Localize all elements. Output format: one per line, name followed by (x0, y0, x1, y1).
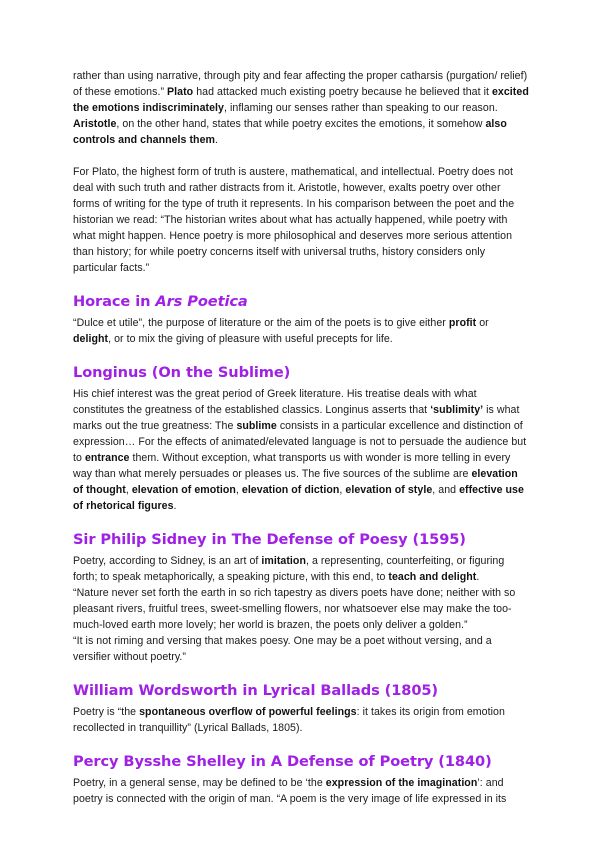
section-heading (73, 752, 529, 772)
text-run: , (235, 484, 242, 496)
bold-text-run: entrance (84, 452, 130, 464)
bold-text-run: Plato (167, 86, 194, 98)
bold-text-run: elevation of diction (241, 484, 340, 496)
section-paragraph (73, 315, 529, 347)
text-run: . (215, 134, 218, 146)
paragraph-gap (73, 148, 529, 164)
intro-paragraph (73, 68, 529, 148)
text-run: Horace in (73, 293, 156, 310)
text-run: Percy Bysshe Shelley in A Defense of Poetry (1840) (73, 753, 492, 770)
text-run: , a representing, counterfeiting, or figuring forth; to speak metaphorically, a speaking picture, with this end, to (73, 555, 505, 583)
text-run: “It is not riming and versing that makes poesy. One may be a poet without versing, and a versifier without poetry.” (73, 635, 492, 663)
text-run: His chief interest was the great period of Greek literature. His treatise deals with what constitutes the greatness of the established classics. Longinus asserts that (73, 388, 477, 416)
section-heading (73, 681, 529, 701)
text-run: Longinus (On the Sublime) (73, 364, 291, 381)
bold-text-run: profit (448, 317, 477, 329)
section-heading (73, 530, 529, 550)
bold-text-run: sublime (236, 420, 277, 432)
text-run: had attacked much existing poetry because he believed that it (193, 86, 492, 98)
bold-text-run: effective use of rhetorical figures (73, 484, 524, 512)
text-run: rather than using narrative, through pity and fear affecting the proper catharsis (purgation/ relief) of these emotions.” (73, 70, 528, 98)
bold-text-run: delight (73, 333, 109, 345)
text-run: , and (432, 484, 460, 496)
text-run: , or to mix the giving of pleasure with useful precepts for life. (108, 333, 393, 345)
section-paragraph (73, 633, 529, 665)
text-run: or (476, 317, 489, 329)
section-heading (73, 292, 529, 312)
text-run: Poetry, in a general sense, may be defined to be ‘the (73, 777, 326, 789)
text-run: , (125, 484, 132, 496)
bold-text-run: also controls and channels them (73, 118, 507, 146)
text-run: “Dulce et utile”, the purpose of literature or the aim of the poets is to give either (73, 317, 449, 329)
section-longinus (73, 363, 529, 514)
section-paragraph (73, 704, 529, 736)
bold-text-run: excited the emotions indiscriminately (73, 86, 529, 114)
section-wordsworth (73, 681, 529, 736)
text-run: . (476, 571, 480, 583)
bold-text-run: elevation of thought (73, 468, 518, 496)
intro-paragraph (73, 164, 529, 276)
section-paragraph (73, 386, 529, 514)
text-run: is what marks out the true greatness: The (73, 404, 520, 432)
bold-text-run: elevation of style (345, 484, 433, 496)
text-run: ’: and poetry is connected with the origin of man. “A poem is the very image of life expressed in its (73, 777, 507, 805)
section-horace (73, 292, 529, 347)
section-paragraph (73, 585, 529, 633)
text-run: . (173, 500, 177, 512)
text-run: them. Without exception, what transports us with wonder is more telling in every way than what merely persuades or pleases us. The five sources of the sublime are (73, 452, 511, 480)
bold-text-run: Aristotle (73, 118, 117, 130)
text-run: William Wordsworth in Lyrical Ballads (1805) (73, 682, 438, 699)
section-paragraph (73, 775, 529, 807)
section-paragraph (73, 553, 529, 585)
bold-text-run: imitation (261, 555, 306, 567)
bold-text-run: elevation of emotion (131, 484, 236, 496)
section-shelley (73, 752, 529, 807)
bold-text-run: spontaneous overflow of powerful feelings (139, 706, 357, 718)
text-run: Poetry, according to Sidney, is an art of (73, 555, 262, 567)
text-run: For Plato, the highest form of truth is austere, mathematical, and intellectual. Poetry does not deal with such truth and rather distracts from it. Aristotle, however, exalts poetry over other forms of writing for the type of truth it represents. In his comparison between the poet and the historian we read: “The historian writes about what has actually happened, while poetry with what might happen. Hence poetry is more philosophical and deserves more serious attention than history; for while poetry concerns itself with universal truths, history considers only particular facts.” (73, 166, 515, 274)
bold-text-run: expression of the imagination (325, 777, 478, 789)
text-run: : it takes its origin from emotion recollected in tranquillity” (Lyrical Ballads, 1805). (73, 706, 505, 734)
section-heading (73, 363, 529, 383)
text-run: Poetry is “the (73, 706, 140, 718)
text-run: , (339, 484, 346, 496)
section-sidney (73, 530, 529, 665)
text-run: , inflaming our senses rather than speaking to our reason. (223, 102, 498, 114)
text-run: consists in a particular excellence and distinction of expression… For the effects of animated/elevated language is not to persuade the audience but to (73, 420, 527, 464)
text-run: Sir Philip Sidney in The Defense of Poesy (1595) (73, 531, 466, 548)
italic-text-run: Ars Poetica (155, 293, 248, 310)
text-run: “Nature never set forth the earth in so rich tapestry as divers poets have done; neither with so pleasant rivers, fruitful trees, sweet-smelling flowers, nor whatsoever else may make the too-much-loved earth more lovely; her world is brazen, the poets only deliver a golden.” (73, 587, 516, 631)
bold-text-run: ‘sublimity’ (430, 404, 484, 416)
document-page (73, 68, 529, 807)
text-run: , on the other hand, states that while poetry excites the emotions, it somehow (116, 118, 486, 130)
bold-text-run: teach and delight (388, 571, 477, 583)
